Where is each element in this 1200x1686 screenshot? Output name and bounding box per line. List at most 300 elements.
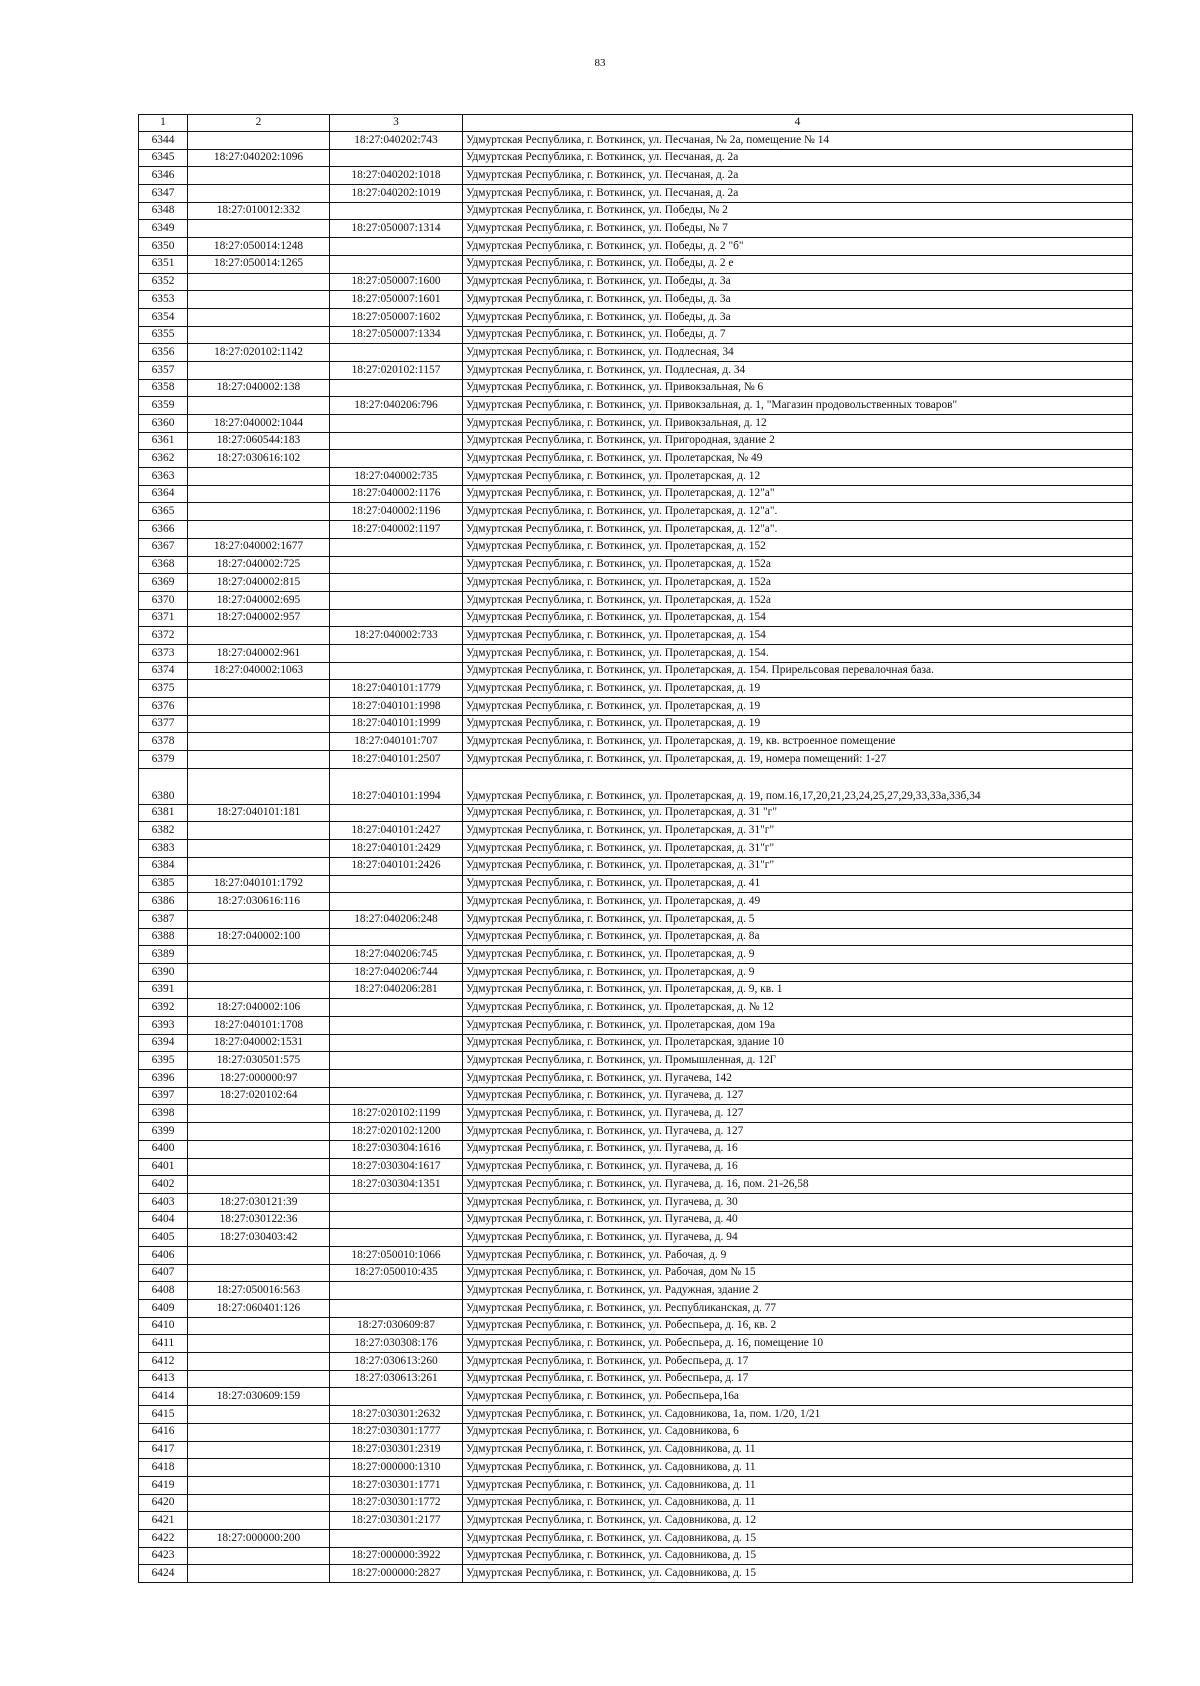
cadastral-number-building-cell bbox=[330, 1229, 463, 1247]
address-cell: Удмуртская Республика, г. Воткинск, ул. Пролетарская, д. 154. Прирельсовая перевалочная база. bbox=[463, 662, 1133, 680]
row-number-cell: 6393 bbox=[139, 1017, 188, 1035]
cadastral-number-building-cell: 18:27:040101:2426 bbox=[330, 857, 463, 875]
cadastral-number-building-cell: 18:27:030613:261 bbox=[330, 1370, 463, 1388]
table-row bbox=[139, 644, 1133, 662]
page-number: 83 bbox=[594, 57, 606, 69]
table-row bbox=[139, 609, 1133, 627]
address-cell: Удмуртская Республика, г. Воткинск, ул. Робеспьера, д. 16, кв. 2 bbox=[463, 1317, 1133, 1335]
address-cell: Удмуртская Республика, г. Воткинск, ул. Привокзальная, д. 12 bbox=[463, 415, 1133, 433]
table-row bbox=[139, 238, 1133, 256]
cadastral-number-land-cell bbox=[188, 1476, 330, 1494]
address-cell: Удмуртская Республика, г. Воткинск, ул. Пролетарская, № 49 bbox=[463, 450, 1133, 468]
address-cell: Удмуртская Республика, г. Воткинск, ул. Привокзальная, № 6 bbox=[463, 379, 1133, 397]
table-row bbox=[139, 432, 1133, 450]
table-row bbox=[139, 255, 1133, 273]
table-row bbox=[139, 1070, 1133, 1088]
cadastral-number-building-cell: 18:27:030301:1772 bbox=[330, 1494, 463, 1512]
cadastral-number-land-cell bbox=[188, 1565, 330, 1583]
address-cell: Удмуртская Республика, г. Воткинск, ул. Робеспьера, д. 16, помещение 10 bbox=[463, 1335, 1133, 1353]
cadastral-number-land-cell: 18:27:050016:563 bbox=[188, 1282, 330, 1300]
row-number-cell: 6364 bbox=[139, 485, 188, 503]
address-cell: Удмуртская Республика, г. Воткинск, ул. Садовникова, д. 12 bbox=[463, 1512, 1133, 1530]
address-cell: Удмуртская Республика, г. Воткинск, ул. Пролетарская, д. 31"г" bbox=[463, 822, 1133, 840]
address-cell: Удмуртская Республика, г. Воткинск, ул. Пролетарская, д. 152а bbox=[463, 556, 1133, 574]
address-cell: Удмуртская Республика, г. Воткинск, ул. Подлесная, 34 bbox=[463, 344, 1133, 362]
table-header-row bbox=[139, 115, 1133, 132]
cadastral-number-building-cell: 18:27:040101:1998 bbox=[330, 698, 463, 716]
address-cell: Удмуртская Республика, г. Воткинск, ул. Победы, д. 7 bbox=[463, 326, 1133, 344]
row-number-cell: 6358 bbox=[139, 379, 188, 397]
row-number-cell: 6384 bbox=[139, 857, 188, 875]
cadastral-number-land-cell: 18:27:040002:815 bbox=[188, 574, 330, 592]
table-row bbox=[139, 538, 1133, 556]
table-row bbox=[139, 556, 1133, 574]
row-number-cell: 6420 bbox=[139, 1494, 188, 1512]
row-number-cell: 6366 bbox=[139, 521, 188, 539]
table-row bbox=[139, 627, 1133, 645]
table-row bbox=[139, 1140, 1133, 1158]
address-cell: Удмуртская Республика, г. Воткинск, ул. Пугачева, д. 16 bbox=[463, 1158, 1133, 1176]
cadastral-number-building-cell: 18:27:040206:281 bbox=[330, 981, 463, 999]
table-row bbox=[139, 1335, 1133, 1353]
table-row bbox=[139, 840, 1133, 858]
cadastral-number-land-cell: 18:27:040002:1044 bbox=[188, 415, 330, 433]
table-row bbox=[139, 1476, 1133, 1494]
cadastral-number-building-cell bbox=[330, 450, 463, 468]
cadastral-number-building-cell bbox=[330, 999, 463, 1017]
cadastral-number-building-cell bbox=[330, 415, 463, 433]
address-cell: Удмуртская Республика, г. Воткинск, ул. Садовникова, д. 15 bbox=[463, 1547, 1133, 1565]
table-row bbox=[139, 450, 1133, 468]
cadastral-number-building-cell: 18:27:040202:743 bbox=[330, 132, 463, 150]
table-row bbox=[139, 1353, 1133, 1371]
cadastral-number-building-cell: 18:27:030301:1777 bbox=[330, 1423, 463, 1441]
row-number-cell: 6382 bbox=[139, 822, 188, 840]
cadastral-number-building-cell: 18:27:040002:1176 bbox=[330, 485, 463, 503]
cadastral-number-building-cell: 18:27:040002:735 bbox=[330, 468, 463, 486]
address-cell: Удмуртская Республика, г. Воткинск, ул. Пугачева, д. 40 bbox=[463, 1211, 1133, 1229]
address-cell: Удмуртская Республика, г. Воткинск, ул. Пролетарская, д. 31"г" bbox=[463, 857, 1133, 875]
table-row bbox=[139, 149, 1133, 167]
cadastral-number-building-cell bbox=[330, 1017, 463, 1035]
row-number-cell: 6413 bbox=[139, 1370, 188, 1388]
cadastral-number-land-cell bbox=[188, 468, 330, 486]
row-number-cell: 6373 bbox=[139, 644, 188, 662]
row-number-cell: 6386 bbox=[139, 893, 188, 911]
cadastral-number-building-cell bbox=[330, 804, 463, 822]
row-number-cell: 6405 bbox=[139, 1229, 188, 1247]
row-number-cell: 6417 bbox=[139, 1441, 188, 1459]
address-cell: Удмуртская Республика, г. Воткинск, ул. Пролетарская, д. 12"а". bbox=[463, 503, 1133, 521]
cadastral-number-land-cell: 18:27:050014:1248 bbox=[188, 238, 330, 256]
cadastral-number-land-cell: 18:27:040002:138 bbox=[188, 379, 330, 397]
table-row bbox=[139, 822, 1133, 840]
cadastral-number-building-cell bbox=[330, 1193, 463, 1211]
cadastral-number-land-cell: 18:27:040002:1531 bbox=[188, 1034, 330, 1052]
row-number-cell: 6402 bbox=[139, 1176, 188, 1194]
address-cell: Удмуртская Республика, г. Воткинск, ул. Рабочая, д. 9 bbox=[463, 1246, 1133, 1264]
cadastral-number-land-cell bbox=[188, 485, 330, 503]
table-row bbox=[139, 1158, 1133, 1176]
table-row bbox=[139, 1052, 1133, 1070]
cadastral-number-building-cell bbox=[330, 1034, 463, 1052]
cadastral-number-building-cell: 18:27:040206:745 bbox=[330, 946, 463, 964]
row-number-cell: 6361 bbox=[139, 432, 188, 450]
cadastral-number-building-cell: 18:27:030301:2632 bbox=[330, 1406, 463, 1424]
cadastral-number-building-cell: 18:27:040101:1994 bbox=[330, 768, 463, 804]
registry-table bbox=[138, 114, 1133, 1583]
table-row bbox=[139, 326, 1133, 344]
cadastral-number-land-cell bbox=[188, 1176, 330, 1194]
row-number-cell: 6353 bbox=[139, 291, 188, 309]
cadastral-number-building-cell: 18:27:030301:2177 bbox=[330, 1512, 463, 1530]
address-cell: Удмуртская Республика, г. Воткинск, ул. Пролетарская, д. 49 bbox=[463, 893, 1133, 911]
row-number-cell: 6367 bbox=[139, 538, 188, 556]
row-number-cell: 6406 bbox=[139, 1246, 188, 1264]
table-row bbox=[139, 1423, 1133, 1441]
table-row bbox=[139, 485, 1133, 503]
cadastral-number-land-cell: 18:27:000000:97 bbox=[188, 1070, 330, 1088]
row-number-cell: 6424 bbox=[139, 1565, 188, 1583]
table-row bbox=[139, 715, 1133, 733]
header-col-3: 3 bbox=[330, 115, 463, 132]
address-cell: Удмуртская Республика, г. Воткинск, ул. Робеспьера,16а bbox=[463, 1388, 1133, 1406]
row-number-cell: 6399 bbox=[139, 1123, 188, 1141]
row-number-cell: 6411 bbox=[139, 1335, 188, 1353]
cadastral-number-land-cell bbox=[188, 185, 330, 203]
table-row bbox=[139, 981, 1133, 999]
cadastral-number-land-cell bbox=[188, 1246, 330, 1264]
row-number-cell: 6372 bbox=[139, 627, 188, 645]
address-cell: Удмуртская Республика, г. Воткинск, ул. Пролетарская, д. 152 bbox=[463, 538, 1133, 556]
cadastral-number-land-cell bbox=[188, 1406, 330, 1424]
cadastral-number-land-cell: 18:27:040101:181 bbox=[188, 804, 330, 822]
table-row bbox=[139, 1406, 1133, 1424]
cadastral-number-land-cell bbox=[188, 1264, 330, 1282]
cadastral-number-land-cell bbox=[188, 397, 330, 415]
table-row bbox=[139, 397, 1133, 415]
address-cell: Удмуртская Республика, г. Воткинск, ул. Робеспьера, д. 17 bbox=[463, 1370, 1133, 1388]
row-number-cell: 6381 bbox=[139, 804, 188, 822]
address-cell: Удмуртская Республика, г. Воткинск, ул. Победы, д. 3а bbox=[463, 273, 1133, 291]
cadastral-number-land-cell bbox=[188, 698, 330, 716]
cadastral-number-building-cell bbox=[330, 609, 463, 627]
address-cell: Удмуртская Республика, г. Воткинск, ул. Пролетарская, д. 19 bbox=[463, 680, 1133, 698]
cadastral-number-land-cell bbox=[188, 751, 330, 769]
address-cell: Удмуртская Республика, г. Воткинск, ул. Пугачева, д. 30 bbox=[463, 1193, 1133, 1211]
address-cell: Удмуртская Республика, г. Воткинск, ул. Пугачева, 142 bbox=[463, 1070, 1133, 1088]
cadastral-number-building-cell bbox=[330, 202, 463, 220]
address-cell: Удмуртская Республика, г. Воткинск, ул. Пролетарская, д. 41 bbox=[463, 875, 1133, 893]
table-row bbox=[139, 521, 1133, 539]
row-number-cell: 6392 bbox=[139, 999, 188, 1017]
table-row bbox=[139, 1529, 1133, 1547]
address-cell: Удмуртская Республика, г. Воткинск, ул. Пролетарская, дом 19а bbox=[463, 1017, 1133, 1035]
row-number-cell: 6416 bbox=[139, 1423, 188, 1441]
cadastral-number-land-cell bbox=[188, 291, 330, 309]
cadastral-number-building-cell bbox=[330, 591, 463, 609]
cadastral-number-building-cell bbox=[330, 875, 463, 893]
cadastral-number-land-cell: 18:27:040002:1063 bbox=[188, 662, 330, 680]
cadastral-number-land-cell: 18:27:030122:36 bbox=[188, 1211, 330, 1229]
cadastral-number-land-cell bbox=[188, 308, 330, 326]
table-row bbox=[139, 574, 1133, 592]
address-cell: Удмуртская Республика, г. Воткинск, ул. Пролетарская, д. 9 bbox=[463, 946, 1133, 964]
cadastral-number-building-cell: 18:27:000000:3922 bbox=[330, 1547, 463, 1565]
cadastral-number-land-cell bbox=[188, 981, 330, 999]
row-number-cell: 6371 bbox=[139, 609, 188, 627]
address-cell: Удмуртская Республика, г. Воткинск, ул. Пролетарская, д. 154 bbox=[463, 627, 1133, 645]
table-row bbox=[139, 1123, 1133, 1141]
row-number-cell: 6370 bbox=[139, 591, 188, 609]
address-cell: Удмуртская Республика, г. Воткинск, ул. Победы, д. 2 "б" bbox=[463, 238, 1133, 256]
cadastral-number-land-cell bbox=[188, 503, 330, 521]
row-number-cell: 6374 bbox=[139, 662, 188, 680]
address-cell: Удмуртская Республика, г. Воткинск, ул. Промышленная, д. 12Г bbox=[463, 1052, 1133, 1070]
address-cell: Удмуртская Республика, г. Воткинск, ул. Садовникова, д. 11 bbox=[463, 1459, 1133, 1477]
address-cell: Удмуртская Республика, г. Воткинск, ул. Пролетарская, д. 31 "г" bbox=[463, 804, 1133, 822]
table-row bbox=[139, 1388, 1133, 1406]
header-col-1: 1 bbox=[139, 115, 188, 132]
address-cell: Удмуртская Республика, г. Воткинск, ул. Пролетарская, д. 8а bbox=[463, 928, 1133, 946]
cadastral-number-land-cell bbox=[188, 733, 330, 751]
cadastral-number-land-cell bbox=[188, 768, 330, 804]
cadastral-number-building-cell: 18:27:040101:707 bbox=[330, 733, 463, 751]
cadastral-number-building-cell bbox=[330, 1052, 463, 1070]
row-number-cell: 6422 bbox=[139, 1529, 188, 1547]
cadastral-number-building-cell: 18:27:000000:2827 bbox=[330, 1565, 463, 1583]
row-number-cell: 6408 bbox=[139, 1282, 188, 1300]
table-row bbox=[139, 344, 1133, 362]
table-row bbox=[139, 415, 1133, 433]
cadastral-number-land-cell bbox=[188, 1105, 330, 1123]
row-number-cell: 6347 bbox=[139, 185, 188, 203]
address-cell: Удмуртская Республика, г. Воткинск, ул. Пролетарская, д. 19, номера помещений: 1-27 bbox=[463, 751, 1133, 769]
table-row bbox=[139, 1246, 1133, 1264]
row-number-cell: 6368 bbox=[139, 556, 188, 574]
cadastral-number-land-cell: 18:27:040002:961 bbox=[188, 644, 330, 662]
cadastral-number-land-cell: 18:27:030501:575 bbox=[188, 1052, 330, 1070]
address-cell: Удмуртская Республика, г. Воткинск, ул. Победы, № 2 bbox=[463, 202, 1133, 220]
table-row bbox=[139, 1300, 1133, 1318]
table-row bbox=[139, 468, 1133, 486]
address-cell: Удмуртская Республика, г. Воткинск, ул. Пролетарская, здание 10 bbox=[463, 1034, 1133, 1052]
address-cell: Удмуртская Республика, г. Воткинск, ул. Победы, д. 3а bbox=[463, 291, 1133, 309]
header-col-4: 4 bbox=[463, 115, 1133, 132]
row-number-cell: 6421 bbox=[139, 1512, 188, 1530]
row-number-cell: 6346 bbox=[139, 167, 188, 185]
cadastral-number-building-cell bbox=[330, 379, 463, 397]
cadastral-number-land-cell: 18:27:040101:1708 bbox=[188, 1017, 330, 1035]
table-row bbox=[139, 857, 1133, 875]
cadastral-number-land-cell: 18:27:040002:695 bbox=[188, 591, 330, 609]
cadastral-number-building-cell: 18:27:050007:1314 bbox=[330, 220, 463, 238]
address-cell: Удмуртская Республика, г. Воткинск, ул. Пролетарская, д. 31"г" bbox=[463, 840, 1133, 858]
cadastral-number-land-cell bbox=[188, 326, 330, 344]
table-row bbox=[139, 946, 1133, 964]
cadastral-number-land-cell bbox=[188, 822, 330, 840]
address-cell: Удмуртская Республика, г. Воткинск, ул. Пролетарская, д. 152а bbox=[463, 574, 1133, 592]
table-row bbox=[139, 1193, 1133, 1211]
cadastral-number-building-cell bbox=[330, 1070, 463, 1088]
cadastral-number-land-cell: 18:27:040002:725 bbox=[188, 556, 330, 574]
row-number-cell: 6345 bbox=[139, 149, 188, 167]
row-number-cell: 6401 bbox=[139, 1158, 188, 1176]
row-number-cell: 6414 bbox=[139, 1388, 188, 1406]
row-number-cell: 6415 bbox=[139, 1406, 188, 1424]
table-row bbox=[139, 1459, 1133, 1477]
cadastral-number-land-cell: 18:27:040002:1677 bbox=[188, 538, 330, 556]
row-number-cell: 6388 bbox=[139, 928, 188, 946]
row-number-cell: 6395 bbox=[139, 1052, 188, 1070]
table-row bbox=[139, 768, 1133, 804]
cadastral-number-land-cell bbox=[188, 857, 330, 875]
row-number-cell: 6356 bbox=[139, 344, 188, 362]
row-number-cell: 6404 bbox=[139, 1211, 188, 1229]
row-number-cell: 6354 bbox=[139, 308, 188, 326]
cadastral-number-building-cell bbox=[330, 644, 463, 662]
cadastral-number-building-cell: 18:27:020102:1157 bbox=[330, 361, 463, 379]
row-number-cell: 6378 bbox=[139, 733, 188, 751]
cadastral-number-building-cell bbox=[330, 1282, 463, 1300]
cadastral-number-building-cell bbox=[330, 1087, 463, 1105]
row-number-cell: 6357 bbox=[139, 361, 188, 379]
cadastral-number-building-cell: 18:27:040101:1779 bbox=[330, 680, 463, 698]
address-cell: Удмуртская Республика, г. Воткинск, ул. Подлесная, д. 34 bbox=[463, 361, 1133, 379]
cadastral-number-land-cell bbox=[188, 521, 330, 539]
table-row bbox=[139, 273, 1133, 291]
address-cell: Удмуртская Республика, г. Воткинск, ул. Победы, д. 3а bbox=[463, 308, 1133, 326]
address-cell: Удмуртская Республика, г. Воткинск, ул. Песчаная, д. 2а bbox=[463, 167, 1133, 185]
cadastral-number-land-cell: 18:27:040101:1792 bbox=[188, 875, 330, 893]
cadastral-number-building-cell: 18:27:030301:1771 bbox=[330, 1476, 463, 1494]
table-row bbox=[139, 361, 1133, 379]
row-number-cell: 6394 bbox=[139, 1034, 188, 1052]
address-cell: Удмуртская Республика, г. Воткинск, ул. Садовникова, д. 11 bbox=[463, 1494, 1133, 1512]
row-number-cell: 6365 bbox=[139, 503, 188, 521]
cadastral-number-building-cell bbox=[330, 662, 463, 680]
row-number-cell: 6387 bbox=[139, 910, 188, 928]
address-cell: Удмуртская Республика, г. Воткинск, ул. Пролетарская, д. 9 bbox=[463, 963, 1133, 981]
table-row bbox=[139, 751, 1133, 769]
cadastral-number-land-cell: 18:27:020102:1142 bbox=[188, 344, 330, 362]
table-row bbox=[139, 698, 1133, 716]
table-row bbox=[139, 1229, 1133, 1247]
cadastral-number-building-cell: 18:27:030304:1617 bbox=[330, 1158, 463, 1176]
table-row bbox=[139, 999, 1133, 1017]
cadastral-number-building-cell: 18:27:050010:435 bbox=[330, 1264, 463, 1282]
row-number-cell: 6385 bbox=[139, 875, 188, 893]
cadastral-number-land-cell bbox=[188, 1335, 330, 1353]
address-cell: Удмуртская Республика, г. Воткинск, ул. Садовникова, д. 15 bbox=[463, 1529, 1133, 1547]
cadastral-number-building-cell bbox=[330, 556, 463, 574]
cadastral-number-building-cell: 18:27:050007:1601 bbox=[330, 291, 463, 309]
cadastral-number-building-cell: 18:27:020102:1200 bbox=[330, 1123, 463, 1141]
address-cell: Удмуртская Республика, г. Воткинск, ул. Пугачева, д. 127 bbox=[463, 1105, 1133, 1123]
cadastral-number-building-cell: 18:27:030304:1616 bbox=[330, 1140, 463, 1158]
cadastral-number-land-cell: 18:27:010012:332 bbox=[188, 202, 330, 220]
cadastral-number-land-cell: 18:27:030616:102 bbox=[188, 450, 330, 468]
address-cell: Удмуртская Республика, г. Воткинск, ул. Пролетарская, д. 12"а". bbox=[463, 521, 1133, 539]
cadastral-number-land-cell bbox=[188, 680, 330, 698]
table-row bbox=[139, 963, 1133, 981]
cadastral-number-land-cell: 18:27:030609:159 bbox=[188, 1388, 330, 1406]
table-row bbox=[139, 1211, 1133, 1229]
cadastral-number-land-cell bbox=[188, 361, 330, 379]
cadastral-number-building-cell: 18:27:040206:744 bbox=[330, 963, 463, 981]
cadastral-number-land-cell bbox=[188, 1317, 330, 1335]
address-cell: Удмуртская Республика, г. Воткинск, ул. Радужная, здание 2 bbox=[463, 1282, 1133, 1300]
cadastral-number-building-cell: 18:27:040206:796 bbox=[330, 397, 463, 415]
row-number-cell: 6379 bbox=[139, 751, 188, 769]
cadastral-number-building-cell bbox=[330, 238, 463, 256]
row-number-cell: 6400 bbox=[139, 1140, 188, 1158]
address-cell: Удмуртская Республика, г. Воткинск, ул. Пролетарская, д. 152а bbox=[463, 591, 1133, 609]
row-number-cell: 6375 bbox=[139, 680, 188, 698]
cadastral-number-land-cell bbox=[188, 1123, 330, 1141]
table-row bbox=[139, 910, 1133, 928]
address-cell: Удмуртская Республика, г. Воткинск, ул. Привокзальная, д. 1, "Магазин продовольственных товаров" bbox=[463, 397, 1133, 415]
address-cell: Удмуртская Республика, г. Воткинск, ул. Пролетарская, д. 12 bbox=[463, 468, 1133, 486]
cadastral-number-land-cell: 18:27:000000:200 bbox=[188, 1529, 330, 1547]
row-number-cell: 6376 bbox=[139, 698, 188, 716]
table-row bbox=[139, 379, 1133, 397]
cadastral-number-land-cell bbox=[188, 1423, 330, 1441]
table-row bbox=[139, 167, 1133, 185]
row-number-cell: 6403 bbox=[139, 1193, 188, 1211]
address-cell: Удмуртская Республика, г. Воткинск, ул. Пригородная, здание 2 bbox=[463, 432, 1133, 450]
cadastral-number-land-cell bbox=[188, 1494, 330, 1512]
table-row bbox=[139, 591, 1133, 609]
row-number-cell: 6344 bbox=[139, 132, 188, 150]
address-cell: Удмуртская Республика, г. Воткинск, ул. Пролетарская, д. № 12 bbox=[463, 999, 1133, 1017]
table-row bbox=[139, 1512, 1133, 1530]
cadastral-number-building-cell bbox=[330, 574, 463, 592]
cadastral-number-land-cell bbox=[188, 1512, 330, 1530]
cadastral-number-building-cell: 18:27:030308:176 bbox=[330, 1335, 463, 1353]
address-cell: Удмуртская Республика, г. Воткинск, ул. Садовникова, д. 11 bbox=[463, 1476, 1133, 1494]
cadastral-number-building-cell: 18:27:040002:1196 bbox=[330, 503, 463, 521]
row-number-cell: 6407 bbox=[139, 1264, 188, 1282]
table-row bbox=[139, 1370, 1133, 1388]
address-cell: Удмуртская Республика, г. Воткинск, ул. Пугачева, д. 94 bbox=[463, 1229, 1133, 1247]
address-cell: Удмуртская Республика, г. Воткинск, ул. Пролетарская, д. 9, кв. 1 bbox=[463, 981, 1133, 999]
row-number-cell: 6380 bbox=[139, 768, 188, 804]
address-cell: Удмуртская Республика, г. Воткинск, ул. Пролетарская, д. 154. bbox=[463, 644, 1133, 662]
table-row bbox=[139, 1087, 1133, 1105]
address-cell: Удмуртская Республика, г. Воткинск, ул. Республиканская, д. 77 bbox=[463, 1300, 1133, 1318]
cadastral-number-land-cell bbox=[188, 963, 330, 981]
row-number-cell: 6349 bbox=[139, 220, 188, 238]
row-number-cell: 6418 bbox=[139, 1459, 188, 1477]
cadastral-number-land-cell bbox=[188, 627, 330, 645]
cadastral-number-land-cell bbox=[188, 132, 330, 150]
address-cell: Удмуртская Республика, г. Воткинск, ул. Робеспьера, д. 17 bbox=[463, 1353, 1133, 1371]
cadastral-number-building-cell bbox=[330, 1211, 463, 1229]
table-row bbox=[139, 220, 1133, 238]
table-row bbox=[139, 662, 1133, 680]
address-cell: Удмуртская Республика, г. Воткинск, ул. Пугачева, д. 16, пом. 21-26,58 bbox=[463, 1176, 1133, 1194]
cadastral-number-building-cell bbox=[330, 432, 463, 450]
address-cell: Удмуртская Республика, г. Воткинск, ул. Садовникова, д. 15 bbox=[463, 1565, 1133, 1583]
cadastral-number-land-cell: 18:27:030403:42 bbox=[188, 1229, 330, 1247]
row-number-cell: 6350 bbox=[139, 238, 188, 256]
address-cell: Удмуртская Республика, г. Воткинск, ул. Победы, д. 2 е bbox=[463, 255, 1133, 273]
table-row bbox=[139, 928, 1133, 946]
table-row bbox=[139, 202, 1133, 220]
cadastral-number-building-cell: 18:27:050007:1334 bbox=[330, 326, 463, 344]
address-cell: Удмуртская Республика, г. Воткинск, ул. Рабочая, дом № 15 bbox=[463, 1264, 1133, 1282]
